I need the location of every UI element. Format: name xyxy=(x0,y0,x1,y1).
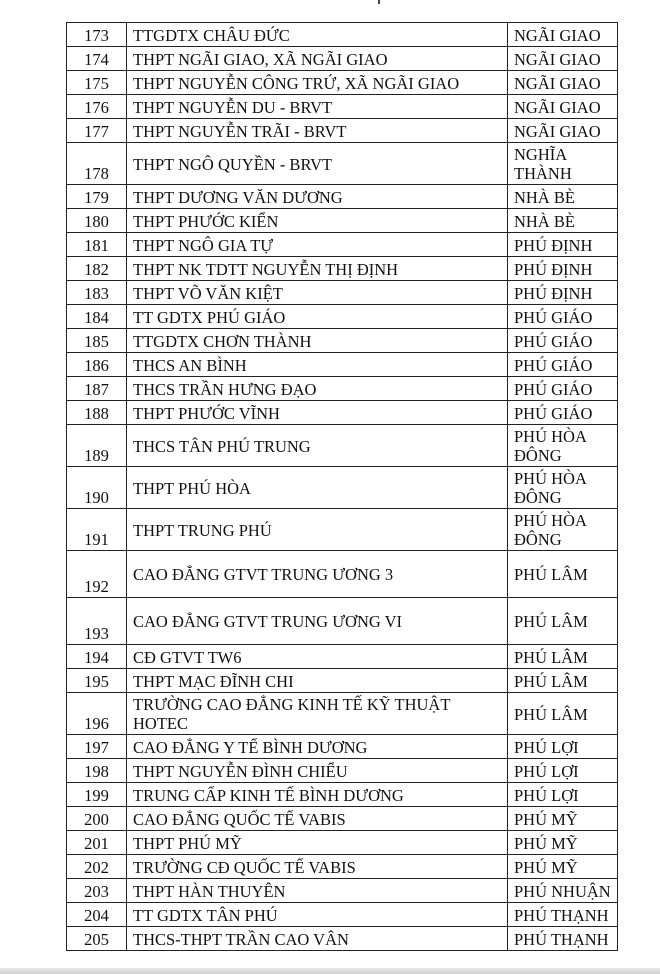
area-name: PHÚ ĐỊNH xyxy=(508,281,618,305)
school-name: THPT NGUYỄN DU - BRVT xyxy=(127,95,508,119)
row-number: 205 xyxy=(67,927,127,951)
table-row xyxy=(67,551,618,598)
area-name: PHÚ LÂM xyxy=(508,669,618,693)
row-number: 183 xyxy=(67,281,127,305)
school-name: TT GDTX TÂN PHÚ xyxy=(127,903,508,927)
school-name: THCS AN BÌNH xyxy=(127,353,508,377)
table-row xyxy=(67,598,618,645)
area-name: NGHĨA THÀNH xyxy=(508,143,618,185)
row-number: 195 xyxy=(67,669,127,693)
row-number: 192 xyxy=(67,551,127,598)
school-name: THPT NGÃI GIAO, XÃ NGÃI GIAO xyxy=(127,47,508,71)
school-name: THCS TÂN PHÚ TRUNG xyxy=(127,425,508,467)
row-number: 204 xyxy=(67,903,127,927)
table-row xyxy=(67,401,618,425)
area-name: PHÚ MỸ xyxy=(508,807,618,831)
school-name: CAO ĐẲNG GTVT TRUNG ƯƠNG 3 xyxy=(127,551,508,598)
area-name: PHÚ LÂM xyxy=(508,551,618,598)
school-name: CAO ĐẲNG Y TẾ BÌNH DƯƠNG xyxy=(127,735,508,759)
school-name: TRƯỜNG CAO ĐẲNG KINH TẾ KỸ THUẬT HOTEC xyxy=(127,693,508,735)
area-name: PHÚ MỸ xyxy=(508,831,618,855)
area-name: NGÃI GIAO xyxy=(508,95,618,119)
area-name: PHÚ GIÁO xyxy=(508,353,618,377)
table-row xyxy=(67,425,618,467)
table-row xyxy=(67,879,618,903)
school-name: THPT PHÚ MỸ xyxy=(127,831,508,855)
row-number: 197 xyxy=(67,735,127,759)
table-row xyxy=(67,927,618,951)
row-number: 200 xyxy=(67,807,127,831)
row-number: 177 xyxy=(67,119,127,143)
table-row xyxy=(67,807,618,831)
school-name: THPT NK TDTT NGUYỄN THỊ ĐỊNH xyxy=(127,257,508,281)
row-number: 196 xyxy=(67,693,127,735)
school-name: TTGDTX CHƠN THÀNH xyxy=(127,329,508,353)
row-number: 194 xyxy=(67,645,127,669)
row-number: 181 xyxy=(67,233,127,257)
table-row xyxy=(67,855,618,879)
area-name: PHÚ GIÁO xyxy=(508,377,618,401)
table-row xyxy=(67,783,618,807)
table-row xyxy=(67,903,618,927)
table-row xyxy=(67,95,618,119)
school-name: THPT TRUNG PHÚ xyxy=(127,509,508,551)
page-bottom-edge xyxy=(0,968,660,974)
school-name: THPT NGÔ GIA TỰ xyxy=(127,233,508,257)
area-name: PHÚ LỢI xyxy=(508,783,618,807)
table-row xyxy=(67,467,618,509)
row-number: 185 xyxy=(67,329,127,353)
table-row xyxy=(67,257,618,281)
area-name: PHÚ GIÁO xyxy=(508,305,618,329)
school-list-table xyxy=(66,22,618,951)
table-row xyxy=(67,329,618,353)
row-number: 190 xyxy=(67,467,127,509)
row-number: 174 xyxy=(67,47,127,71)
school-name: THPT NGUYỄN TRÃI - BRVT xyxy=(127,119,508,143)
table-row xyxy=(67,759,618,783)
row-number: 180 xyxy=(67,209,127,233)
area-name: NGÃI GIAO xyxy=(508,119,618,143)
area-name: PHÚ LỢI xyxy=(508,759,618,783)
area-name: PHÚ LÂM xyxy=(508,645,618,669)
table-row xyxy=(67,353,618,377)
page-top-mark xyxy=(378,0,380,4)
table-row xyxy=(67,143,618,185)
school-name: CAO ĐẲNG GTVT TRUNG ƯƠNG VI xyxy=(127,598,508,645)
area-name: PHÚ HÒA ĐÔNG xyxy=(508,425,618,467)
row-number: 187 xyxy=(67,377,127,401)
school-name: THCS-THPT TRẦN CAO VÂN xyxy=(127,927,508,951)
area-name: NHÀ BÈ xyxy=(508,185,618,209)
table-row xyxy=(67,119,618,143)
row-number: 178 xyxy=(67,143,127,185)
area-name: PHÚ THẠNH xyxy=(508,927,618,951)
area-name: PHÚ GIÁO xyxy=(508,329,618,353)
table-row xyxy=(67,377,618,401)
row-number: 175 xyxy=(67,71,127,95)
row-number: 191 xyxy=(67,509,127,551)
school-name: THPT NGÔ QUYỀN - BRVT xyxy=(127,143,508,185)
area-name: NHÀ BÈ xyxy=(508,209,618,233)
area-name: PHÚ LÂM xyxy=(508,598,618,645)
table-row xyxy=(67,281,618,305)
school-name: THPT NGUYỄN CÔNG TRỨ, XÃ NGÃI GIAO xyxy=(127,71,508,95)
row-number: 198 xyxy=(67,759,127,783)
table-row xyxy=(67,47,618,71)
area-name: PHÚ ĐỊNH xyxy=(508,233,618,257)
table-row xyxy=(67,305,618,329)
table-row xyxy=(67,509,618,551)
row-number: 188 xyxy=(67,401,127,425)
table-row xyxy=(67,669,618,693)
row-number: 182 xyxy=(67,257,127,281)
row-number: 202 xyxy=(67,855,127,879)
school-name: THCS TRẦN HƯNG ĐẠO xyxy=(127,377,508,401)
area-name: PHÚ MỸ xyxy=(508,855,618,879)
school-name: THPT PHƯỚC KIỂN xyxy=(127,209,508,233)
table-row xyxy=(67,645,618,669)
area-name: PHÚ LỢI xyxy=(508,735,618,759)
area-name: PHÚ LÂM xyxy=(508,693,618,735)
area-name: NGÃI GIAO xyxy=(508,23,618,47)
area-name: PHÚ HÒA ĐÔNG xyxy=(508,509,618,551)
row-number: 189 xyxy=(67,425,127,467)
table-row xyxy=(67,233,618,257)
school-name: THPT PHƯỚC VĨNH xyxy=(127,401,508,425)
table-row xyxy=(67,209,618,233)
area-name: PHÚ NHUẬN xyxy=(508,879,618,903)
row-number: 193 xyxy=(67,598,127,645)
row-number: 176 xyxy=(67,95,127,119)
row-number: 179 xyxy=(67,185,127,209)
area-name: PHÚ THẠNH xyxy=(508,903,618,927)
area-name: PHÚ GIÁO xyxy=(508,401,618,425)
table-row xyxy=(67,185,618,209)
school-name: THPT HÀN THUYÊN xyxy=(127,879,508,903)
area-name: NGÃI GIAO xyxy=(508,71,618,95)
row-number: 199 xyxy=(67,783,127,807)
row-number: 186 xyxy=(67,353,127,377)
school-name: THPT PHÚ HÒA xyxy=(127,467,508,509)
school-name: TTGDTX CHÂU ĐỨC xyxy=(127,23,508,47)
school-name: THPT DƯƠNG VĂN DƯƠNG xyxy=(127,185,508,209)
area-name: NGÃI GIAO xyxy=(508,47,618,71)
school-name: THPT NGUYỄN ĐÌNH CHIỂU xyxy=(127,759,508,783)
table-row xyxy=(67,831,618,855)
school-name: CĐ GTVT TW6 xyxy=(127,645,508,669)
row-number: 184 xyxy=(67,305,127,329)
table-row xyxy=(67,71,618,95)
school-name: TRUNG CẤP KINH TẾ BÌNH DƯƠNG xyxy=(127,783,508,807)
table-row xyxy=(67,693,618,735)
area-name: PHÚ ĐỊNH xyxy=(508,257,618,281)
school-name: THPT MẠC ĐĨNH CHI xyxy=(127,669,508,693)
area-name: PHÚ HÒA ĐÔNG xyxy=(508,467,618,509)
row-number: 203 xyxy=(67,879,127,903)
school-name: TT GDTX PHÚ GIÁO xyxy=(127,305,508,329)
row-number: 201 xyxy=(67,831,127,855)
school-name: THPT VÕ VĂN KIỆT xyxy=(127,281,508,305)
school-name: CAO ĐẲNG QUỐC TẾ VABIS xyxy=(127,807,508,831)
school-list-body xyxy=(67,23,618,951)
row-number: 173 xyxy=(67,23,127,47)
table-row xyxy=(67,23,618,47)
table-row xyxy=(67,735,618,759)
school-name: TRƯỜNG CĐ QUỐC TẾ VABIS xyxy=(127,855,508,879)
